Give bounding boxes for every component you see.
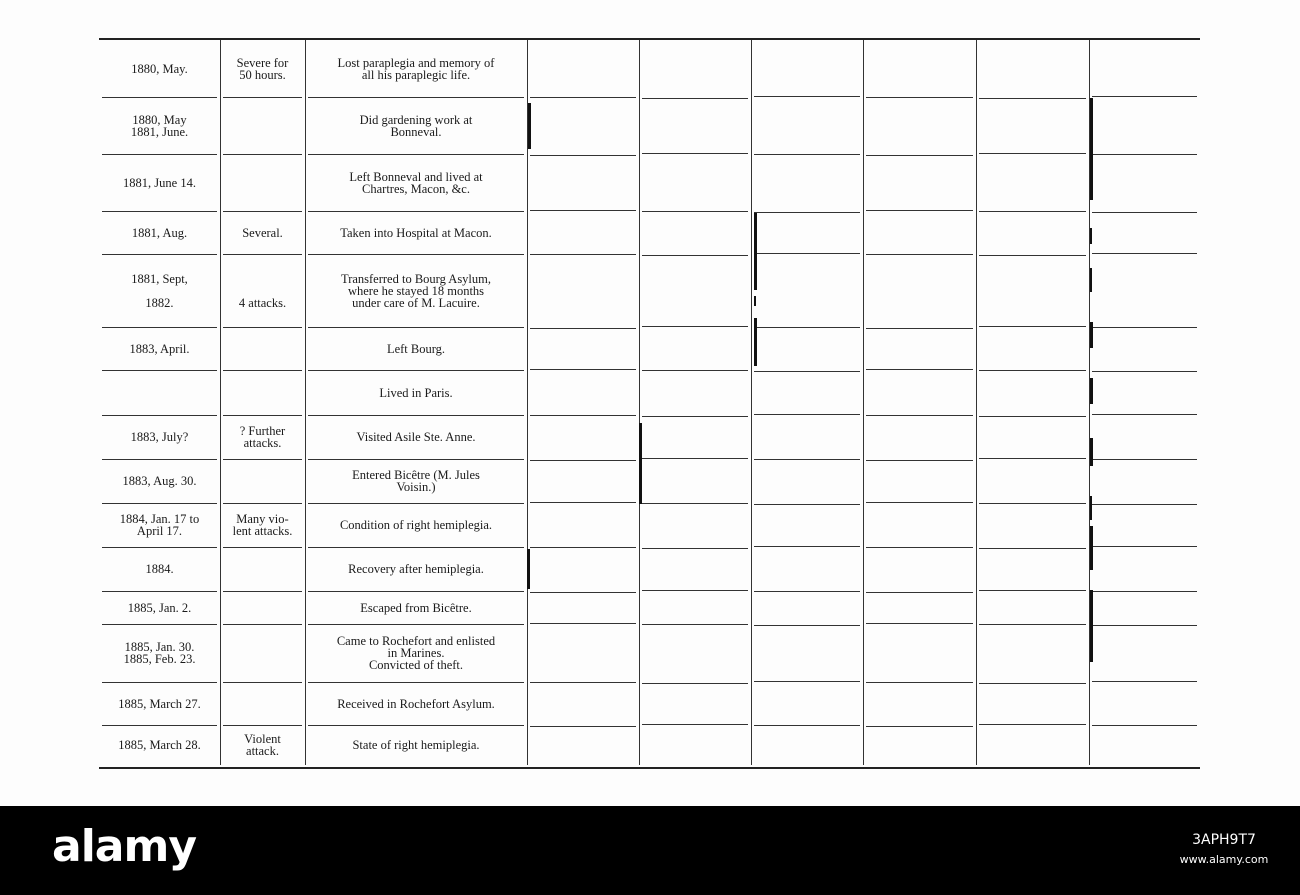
table-bottom-rule [99, 767, 1200, 769]
row-separator [642, 211, 748, 212]
row-separator [866, 592, 973, 593]
date-cell: 1881, Aug. [131, 225, 188, 240]
date-cell: 1883, Aug. 30. [122, 474, 197, 488]
row-separator [1092, 414, 1197, 415]
row-separator [866, 547, 973, 548]
event-cell: Left Bourg. [386, 341, 446, 356]
row-separator [530, 726, 636, 727]
attacks-cell: Severe for 50 hours. [236, 55, 289, 82]
column-divider [863, 40, 864, 765]
attacks-cell: Violent attack. [244, 732, 281, 758]
row-separator [979, 370, 1086, 371]
attacks-cell [220, 327, 305, 370]
row-separator [1092, 681, 1197, 682]
date-cell: 1881, Sept, 1882. [131, 271, 188, 310]
row-separator [642, 370, 748, 371]
row-separator [866, 254, 973, 255]
row-separator [530, 592, 636, 593]
row-separator [642, 503, 748, 504]
event-cell: Escaped from Bicêtre. [360, 600, 472, 615]
row-separator [979, 255, 1086, 256]
row-separator [754, 96, 860, 97]
date-cell: 1885, March 27. [118, 696, 201, 711]
event-cell: Did gardening work at Bonneval. [359, 112, 473, 139]
row-separator [642, 153, 748, 154]
column-divider [751, 40, 752, 765]
row-separator [530, 328, 636, 329]
attacks-cell: 4 attacks. [238, 295, 287, 310]
row-separator [1092, 625, 1197, 626]
duration-mark [528, 103, 531, 149]
attacks-cell [220, 682, 305, 725]
date-cell: 1885, Jan. 2. [127, 600, 192, 615]
duration-mark [1090, 496, 1092, 520]
row-separator [866, 210, 973, 211]
row-separator [642, 458, 748, 459]
row-separator [866, 369, 973, 370]
row-separator [642, 548, 748, 549]
row-separator [642, 98, 748, 99]
date-cell: 1884, Jan. 17 to April 17. [119, 512, 200, 538]
row-separator [1092, 725, 1197, 726]
column-divider [976, 40, 977, 765]
row-separator [754, 154, 860, 155]
event-cell: Came to Rochefort and enlisted in Marines. Convicted of theft. [336, 634, 496, 672]
attacks-cell [220, 154, 305, 211]
image-id: 3APH9T7 [1192, 832, 1256, 848]
attacks-cell [220, 370, 305, 415]
row-separator [754, 459, 860, 460]
attacks-cell [220, 591, 305, 624]
row-separator [754, 681, 860, 682]
row-separator [866, 682, 973, 683]
row-separator [979, 724, 1086, 725]
attacks-cell [220, 547, 305, 591]
row-separator [1092, 96, 1197, 97]
date-cell: 1883, July? [130, 430, 189, 444]
duration-mark [754, 213, 757, 290]
duration-mark [754, 296, 756, 306]
row-separator [1092, 253, 1197, 254]
row-separator [530, 97, 636, 98]
row-separator [979, 326, 1086, 327]
row-separator [642, 590, 748, 591]
row-separator [979, 548, 1086, 549]
date-cell: 1881, June 14. [123, 175, 196, 190]
row-separator [530, 502, 636, 503]
row-separator [979, 683, 1086, 684]
row-separator [530, 210, 636, 211]
row-separator [530, 155, 636, 156]
row-separator [866, 415, 973, 416]
row-separator [754, 725, 860, 726]
event-cell: Left Bonneval and lived at Chartres, Macon, &c. [349, 169, 483, 196]
row-separator [979, 416, 1086, 417]
attacks-cell [220, 97, 305, 154]
row-separator [1092, 212, 1197, 213]
date-cell: 1880, May 1881, June. [130, 112, 189, 139]
row-separator [1092, 591, 1197, 592]
event-cell: Lived in Paris. [379, 385, 453, 400]
watermark-url: www.alamy.com [1179, 853, 1269, 866]
duration-mark [1090, 98, 1093, 200]
event-cell: Entered Bicêtre (M. Jules Voisin.) [352, 468, 480, 494]
row-separator [979, 624, 1086, 625]
row-separator [1092, 504, 1197, 505]
row-separator [642, 624, 748, 625]
duration-mark [754, 318, 757, 366]
row-separator [979, 590, 1086, 591]
row-separator [1092, 546, 1197, 547]
event-cell: Lost paraplegia and memory of all his paraplegic life. [337, 55, 495, 82]
event-cell: Transferred to Bourg Asylum, where he stayed 18 months under care of M. Lacuire. [341, 271, 491, 310]
row-separator [866, 623, 973, 624]
row-separator [530, 547, 636, 548]
row-separator [754, 414, 860, 415]
duration-mark [639, 423, 642, 504]
duration-mark [527, 549, 530, 589]
event-cell: Condition of right hemiplegia. [339, 518, 493, 532]
row-separator [866, 155, 973, 156]
row-separator [866, 460, 973, 461]
row-separator [642, 326, 748, 327]
attacks-cell: Many vio- lent attacks. [232, 512, 293, 538]
row-separator [979, 98, 1086, 99]
row-separator [642, 724, 748, 725]
attacks-cell [220, 459, 305, 503]
row-separator [1092, 459, 1197, 460]
row-separator [530, 682, 636, 683]
row-separator [754, 625, 860, 626]
attacks-cell [220, 624, 305, 682]
row-separator [754, 253, 860, 254]
row-separator [866, 328, 973, 329]
event-cell: Received in Rochefort Asylum. [337, 696, 495, 711]
row-separator [1092, 327, 1197, 328]
date-cell: 1885, March 28. [118, 738, 201, 752]
row-separator [866, 502, 973, 503]
row-separator [979, 211, 1086, 212]
row-separator [979, 153, 1086, 154]
row-separator [754, 504, 860, 505]
row-separator [642, 683, 748, 684]
row-separator [979, 458, 1086, 459]
row-separator [530, 369, 636, 370]
event-cell: State of right hemiplegia. [352, 738, 480, 752]
row-separator [530, 623, 636, 624]
column-divider [639, 40, 640, 765]
row-separator [642, 416, 748, 417]
row-separator [530, 415, 636, 416]
row-separator [1092, 154, 1197, 155]
row-separator [866, 726, 973, 727]
duration-mark [1090, 268, 1092, 292]
row-separator [754, 212, 860, 213]
row-separator [754, 327, 860, 328]
row-separator [979, 503, 1086, 504]
row-separator [530, 254, 636, 255]
duration-mark [1090, 228, 1092, 244]
event-cell: Recovery after hemiplegia. [348, 562, 484, 576]
row-separator [754, 591, 860, 592]
duration-mark [1090, 526, 1093, 570]
row-separator [754, 546, 860, 547]
event-cell: Taken into Hospital at Macon. [340, 225, 492, 240]
alamy-logo: alamy [52, 821, 196, 872]
attacks-cell: Several. [242, 225, 283, 240]
duration-mark [1090, 438, 1093, 466]
row-separator [866, 97, 973, 98]
date-cell: 1880, May. [131, 61, 188, 76]
date-cell [99, 370, 220, 415]
row-separator [530, 460, 636, 461]
event-cell: Visited Asile Ste. Anne. [356, 430, 476, 444]
duration-mark [1090, 322, 1093, 348]
row-separator [1092, 371, 1197, 372]
row-separator [754, 371, 860, 372]
date-cell: 1883, April. [129, 341, 190, 356]
row-separator [642, 255, 748, 256]
duration-mark [1090, 590, 1093, 662]
date-cell: 1885, Jan. 30. 1885, Feb. 23. [123, 640, 196, 666]
date-cell: 1884. [145, 562, 174, 576]
attacks-cell: ? Further attacks. [239, 424, 286, 450]
duration-mark [1090, 378, 1093, 404]
